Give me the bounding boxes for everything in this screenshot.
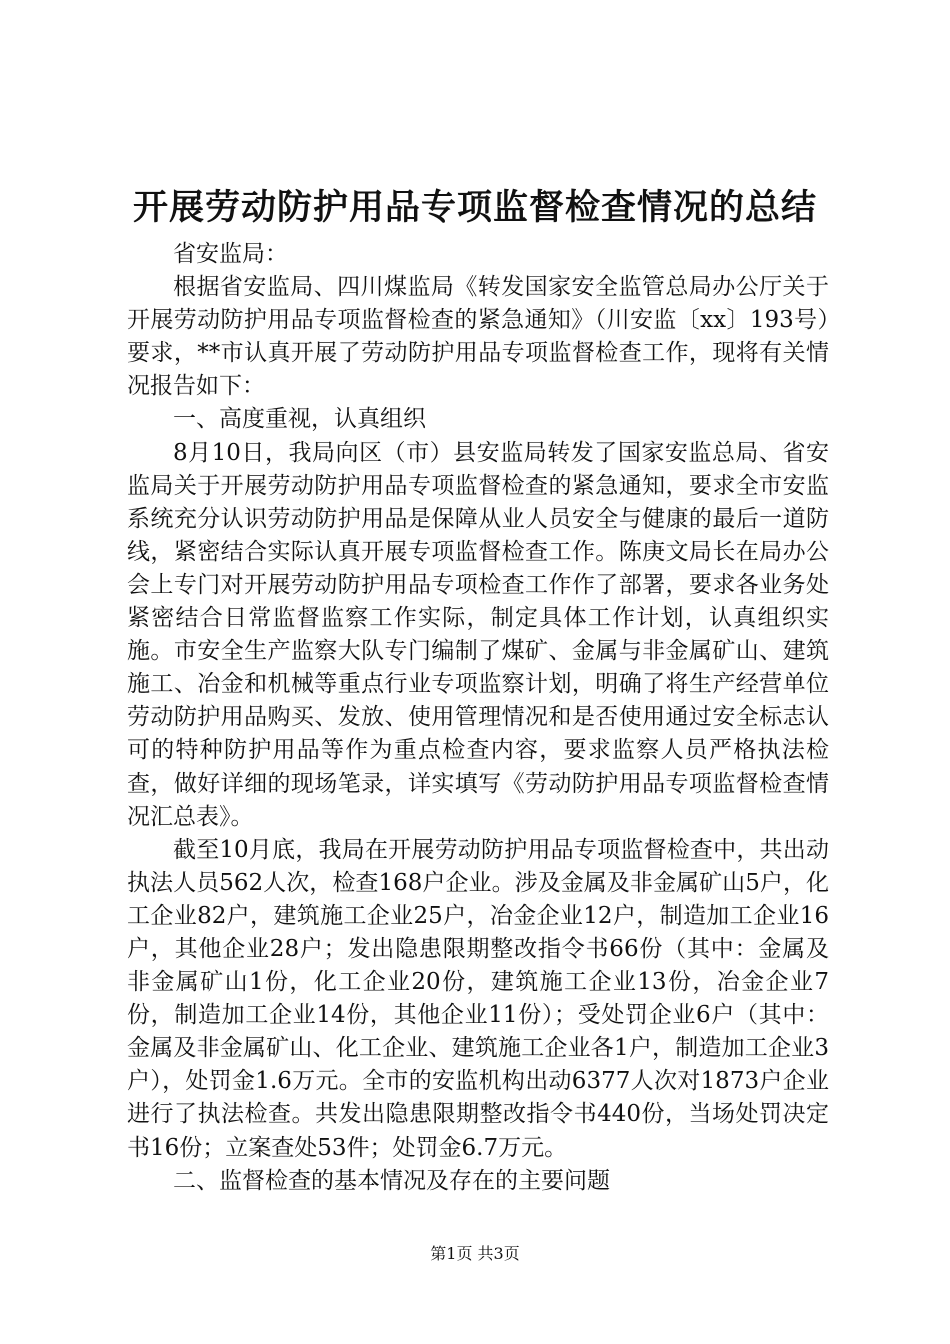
document-title: 开展劳动防护用品专项监督检查情况的总结 bbox=[132, 187, 817, 228]
body-paragraph: 8月10日，我局向区（市）县安监局转发了国家安监总局、省安监局关于开展劳动防护用品专项监督检查的紧急通知，要求全市安监系统充分认识劳动防护用品是保障从业人员安全与健康的最后一道防线，紧密结合实际认真开展专项监督检查工作。陈庚文局长在局办公会上专门对开展劳动防护用品专项检查工作作了部署，要求各业务处紧密结合日常监督监察工作实际，制定具体工作计划，认真组织实施。市安全生产监察大队专门编制了煤矿、金属与非金属矿山、建筑施工、冶金和机械等重点行业专项监察计划，明确了将生产经营单位劳动防护用品购买、发放、使用管理情况和是否使用通过安全标志认可的特种防护用品等作为重点检查内容，要求监察人员严格执法检查，做好详细的现场笔录，详实填写《劳动防护用品专项监督检查情况汇总表》。 bbox=[127, 439, 829, 830]
intro-paragraph: 根据省安监局、四川煤监局《转发国家安全监管总局办公厅关于开展劳动防护用品专项监督检查的紧急通知》（川安监〔xx〕193号）要求，**市认真开展了劳动防护用品专项监督检查工作，现将有关情况报告如下： bbox=[127, 274, 829, 400]
section-heading-2: 二、监督检查的基本情况及存在的主要问题 bbox=[173, 1167, 610, 1194]
salutation: 省安监局： bbox=[173, 241, 288, 267]
section-heading-1: 一、高度重视，认真组织 bbox=[173, 406, 426, 433]
body-paragraph: 截至10月底，我局在开展劳动防护用品专项监督检查中，共出动执法人员562人次，检查168户企业。涉及金属及非金属矿山5户，化工企业82户，建筑施工企业25户，冶金企业12户，制造加工企业16户，其他企业28户；发出隐患限期整改指令书66份（其中：金属及非金属矿山1份，化工企业20份，建筑施工企业13份，冶金企业7份，制造加工企业14份，其他企业11份）；受处罚企业6户（其中：金属及非金属矿山、化工企业、建筑施工企业各1户，制造加工企业3户），处罚金1.6万元。全市的安监机构出动6377人次对1873户企业进行了执法检查。共发出隐患限期整改指令书440份，当场处罚决定书16份；立案查处53件；处罚金6.7万元。 bbox=[127, 836, 829, 1161]
document-body bbox=[127, 238, 829, 1198]
page-number: 第1页 共3页 bbox=[430, 1244, 520, 1263]
